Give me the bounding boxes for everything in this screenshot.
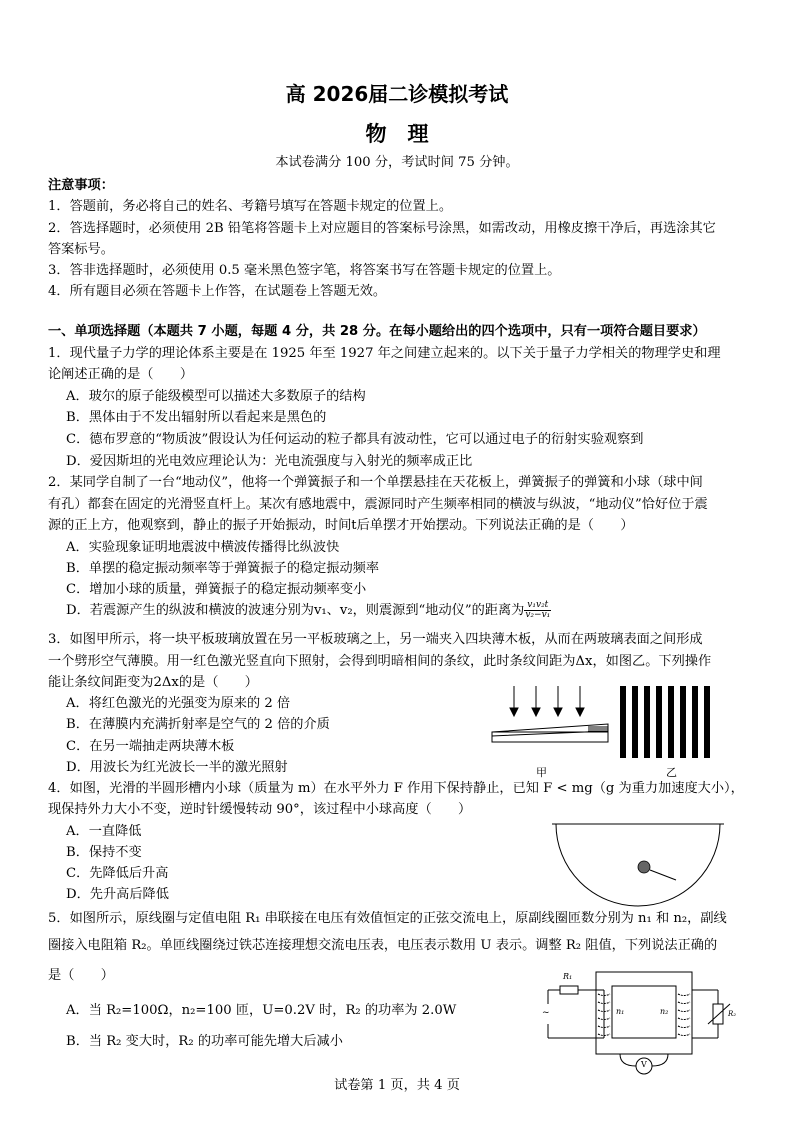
notice-heading: 注意事项： bbox=[48, 178, 114, 193]
q1-option-d: D．爱因斯坦的光电效应理论认为：光电流强度与入射光的频率成正比 bbox=[66, 454, 473, 469]
q4-stem: 4．如图，光滑的半圆形槽内小球（质量为 m）在水平外力 F 作用下保持静止，已知 F < mg（g 为重力加速度大小）， bbox=[48, 781, 744, 796]
fraction-denominator: v₂−v₁ bbox=[525, 610, 551, 620]
q5-label-n2: n₂ bbox=[660, 1007, 669, 1016]
q5-label-voltmeter: V bbox=[641, 1060, 647, 1069]
exam-title: 高 2026届二诊模拟考试 bbox=[285, 82, 509, 106]
q2-option-d-text: D．若震源产生的纵波和横波的波速分别为v₁、v₂，则震源到“地动仪”的距离为 bbox=[66, 603, 525, 618]
q1-option-b: B．黑体由于不发出辐射所以看起来是黑色的 bbox=[66, 410, 327, 425]
ball-icon bbox=[638, 861, 650, 873]
q2-stem: 2．某同学自制了一台“地动仪”，他将一个弹簧振子和一个单摆悬挂在天花板上，弹簧振子的弹簧和小球（球中间 bbox=[48, 475, 703, 490]
q2-option-d bbox=[66, 599, 551, 623]
section-heading: 一、单项选择题（本题共 7 小题，每题 4 分，共 28 分。在每小题给出的四个选项中，只有一项符合题目要求） bbox=[48, 324, 706, 339]
q1-option-a: A．玻尔的原子能级模型可以描述大多数原子的结构 bbox=[66, 389, 366, 404]
q5-stem: 圈接入电阻箱 R₂。单匝线圈绕过铁芯连接理想交流电压表，电压表示数用 U 表示。调整 R₂ 阻值，下列说法正确的 bbox=[48, 938, 718, 953]
q2-option-c: C．增加小球的质量，弹簧振子的稳定振动频率变小 bbox=[66, 582, 367, 597]
q5-figure-transformer bbox=[540, 966, 740, 1078]
q1-stem: 1．现代量子力学的理论体系主要是在 1925 年至 1927 年之间建立起来的。以下关于量子力学相关的物理学史和理 bbox=[48, 346, 721, 361]
q5-stem: 5．如图所示，原线圈与定值电阻 R₁ 串联接在电压有效值恒定的正弦交流电上，原副线圈匝数分别为 n₁ 和 n₂，副线 bbox=[48, 911, 727, 926]
q4-figure-semicircle bbox=[548, 820, 728, 910]
q5-label-ac-source: ~ bbox=[542, 1008, 550, 1018]
q5-option-a: A．当 R₂=100Ω，n₂=100 匝，U=0.2V 时，R₂ 的功率为 2.0W bbox=[66, 1003, 457, 1018]
q3-figure-label-jia: 甲 bbox=[536, 766, 547, 779]
q3-option-b: B．在薄膜内充满折射率是空气的 2 倍的介质 bbox=[66, 717, 330, 732]
q3-figure-label-yi: 乙 bbox=[666, 766, 677, 779]
q2-option-b: B．单摆的稳定振动频率等于弹簧振子的稳定振动频率 bbox=[66, 561, 380, 576]
subject-title: 物 理 bbox=[365, 122, 429, 146]
page-footer: 试卷第 1 页，共 4 页 bbox=[334, 1078, 460, 1093]
fraction-numerator: v₁v₂t bbox=[524, 601, 551, 611]
q2-stem: 有孔）都套在固定的光滑竖直杆上。某次有感地震中，震源同时产生频率相同的横波与纵波，“地动仪”恰好位于震 bbox=[48, 497, 708, 512]
q3-option-d: D．用波长为红光波长一半的激光照射 bbox=[66, 760, 288, 775]
q4-option-b: B．保持不变 bbox=[66, 845, 142, 860]
q1-stem: 论阐述正确的是（ ） bbox=[48, 367, 194, 382]
q3-stem: 能让条纹间距变为2Δx的是（ ） bbox=[48, 675, 258, 690]
q5-label-r1: R₁ bbox=[563, 972, 573, 981]
q3-figure-fringes bbox=[618, 686, 718, 758]
exam-subtitle: 本试卷满分 100 分，考试时间 75 分钟。 bbox=[275, 155, 519, 170]
notice-item: 4．所有题目必须在答题卡上作答，在试题卷上答题无效。 bbox=[48, 284, 387, 299]
q5-stem: 是（ ） bbox=[48, 968, 114, 983]
q2-stem: 源的正上方，他观察到，静止的振子开始振动，时间t后单摆才开始摆动。下列说法正确的是（ ） bbox=[48, 518, 634, 533]
notice-item: 3．答非选择题时，必须使用 0.5 毫米黑色签字笔，将答案书写在答题卡规定的位置上。 bbox=[48, 263, 561, 278]
notice-item: 2．答选择题时，必须使用 2B 铅笔将答题卡上对应题目的答案标号涂黑，如需改动，用橡皮擦干净后，再选涂其它 bbox=[48, 221, 716, 236]
q4-stem: 现保持外力大小不变，逆时针缓慢转动 90°，该过程中小球高度（ ） bbox=[48, 802, 472, 817]
q3-figure-wedge bbox=[488, 684, 612, 764]
q4-option-a: A．一直降低 bbox=[66, 824, 142, 839]
q1-option-c: C．德布罗意的“物质波”假设认为任何运动的粒子都具有波动性，它可以通过电子的衍射实验观察到 bbox=[66, 432, 644, 447]
q3-option-a: A．将红色激光的光强变为原来的 2 倍 bbox=[66, 696, 291, 711]
q2-option-a: A．实验现象证明地震波中横波传播得比纵波快 bbox=[66, 540, 340, 555]
q3-option-c: C．在另一端抽走两块薄木板 bbox=[66, 739, 235, 754]
q5-label-r2: R₂ bbox=[728, 1010, 737, 1018]
q3-stem: 3．如图甲所示，将一块平板玻璃放置在另一平板玻璃之上，另一端夹入四块薄木板，从而在两玻璃表面之间形成 bbox=[48, 632, 703, 647]
q5-option-b: B．当 R₂ 变大时，R₂ 的功率可能先增大后减小 bbox=[66, 1034, 343, 1049]
notice-item: 答案标号。 bbox=[48, 242, 114, 257]
q2-option-d-fraction bbox=[524, 601, 551, 620]
q4-option-c: C．先降低后升高 bbox=[66, 866, 169, 881]
q3-stem: 一个劈形空气薄膜。用一红色激光竖直向下照射，会得到明暗相间的条纹，此时条纹间距为Δx，如图乙。下列操作 bbox=[48, 654, 712, 669]
q4-option-d: D．先升高后降低 bbox=[66, 887, 169, 902]
notice-item: 1．答题前，务必将自己的姓名、考籍号填写在答题卡规定的位置上。 bbox=[48, 199, 453, 214]
q5-label-n1: n₁ bbox=[616, 1007, 625, 1016]
